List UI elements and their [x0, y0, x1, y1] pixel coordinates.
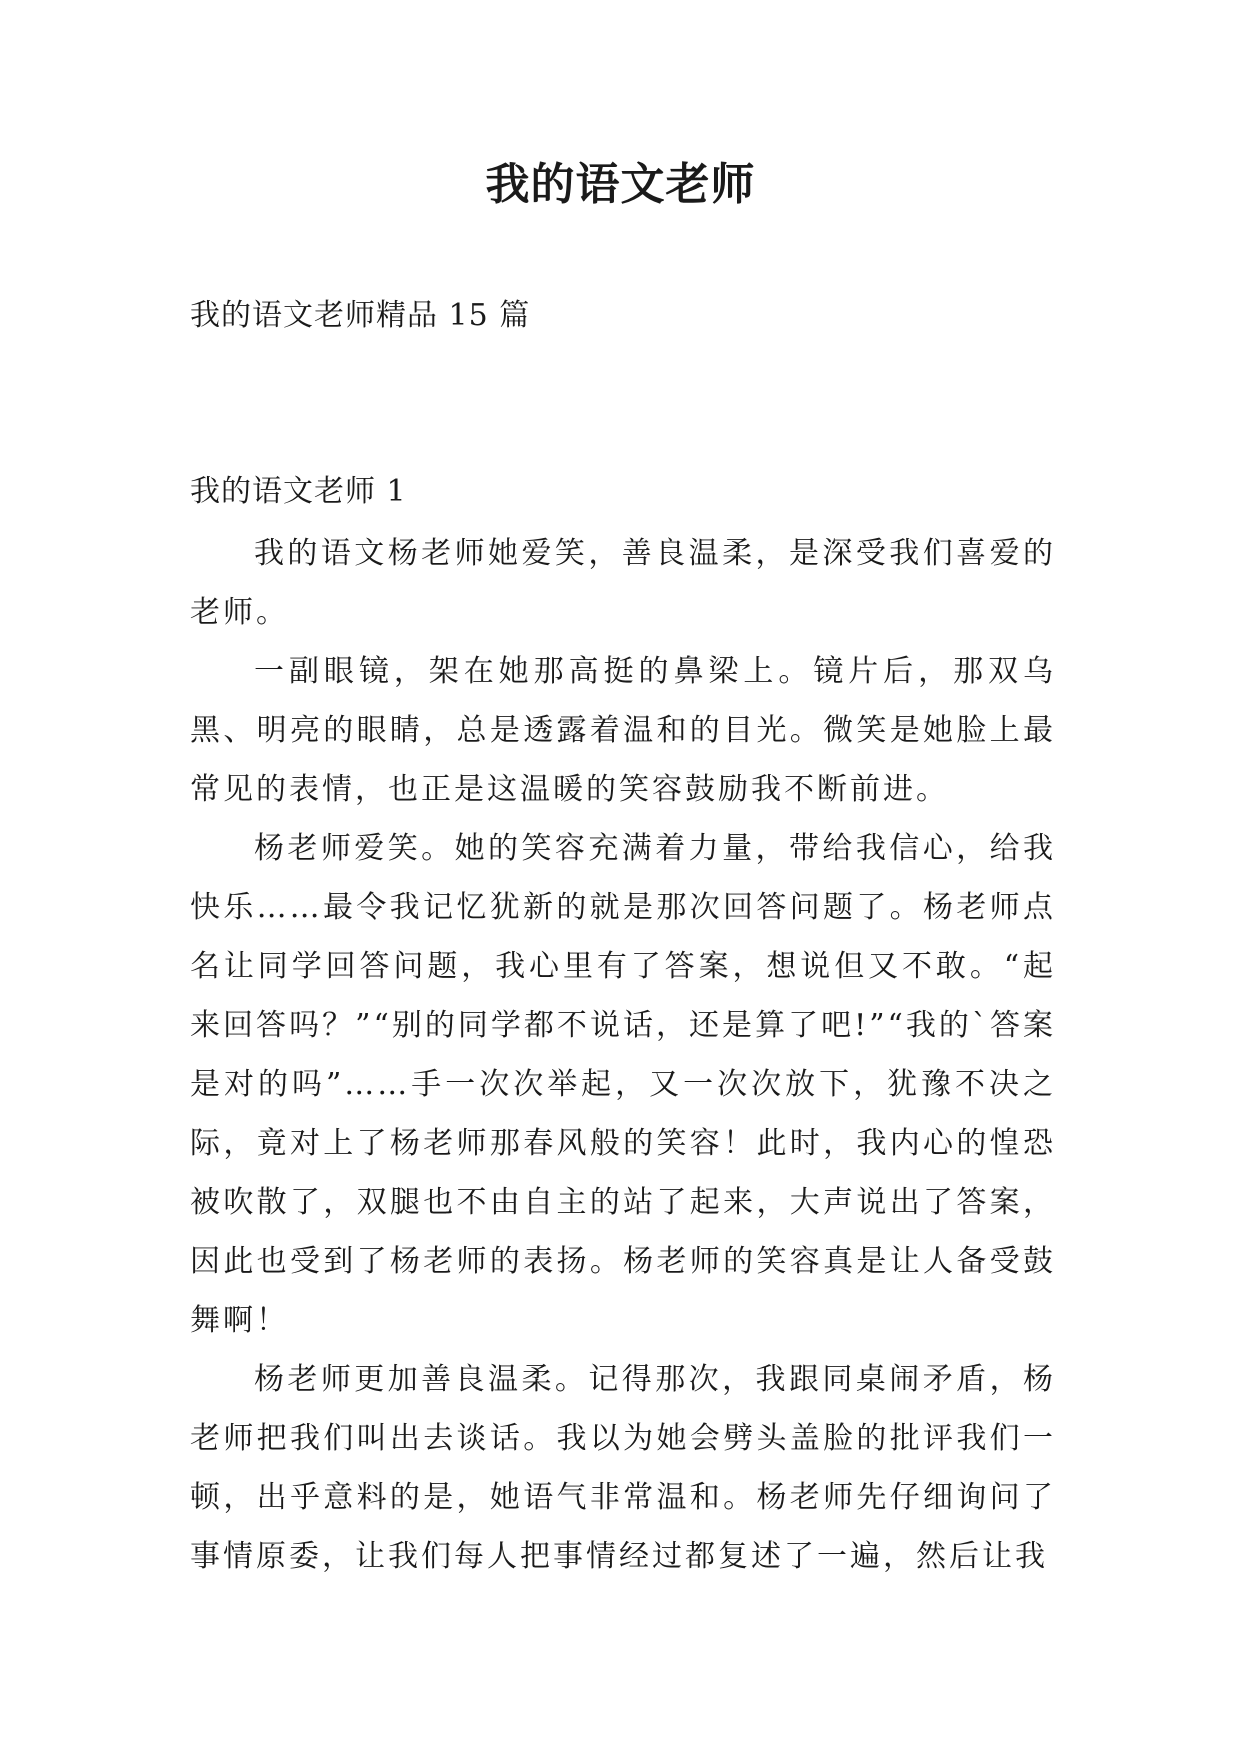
paragraph: 杨老师更加善良温柔。记得那次，我跟同桌闹矛盾，杨老师把我们叫出去谈话。我以为她会劈头盖脸的批评我们一顿，出乎意料的是，她语气非常温和。杨老师先仔细询问了事情原委，让我们每人把事情经过都复述了一遍，然后让我: [190, 1362, 1056, 1574]
paragraph: 一副眼镜，架在她那高挺的鼻梁上。镜片后，那双乌黑、明亮的眼睛，总是透露着温和的目光。微笑是她脸上最常见的表情，也正是这温暖的笑容鼓励我不断前进。: [190, 654, 1056, 807]
paragraph: 我的语文杨老师她爱笑，善良温柔，是深受我们喜爱的老师。: [190, 536, 1056, 630]
document-title: 我的语文老师: [485, 159, 756, 210]
body-text: [190, 524, 1056, 1586]
document-subtitle: 我的语文老师精品 15 篇: [190, 298, 531, 333]
paragraph: 杨老师爱笑。她的笑容充满着力量，带给我信心，给我快乐……最令我记忆犹新的就是那次回答问题了。杨老师点名让同学回答问题，我心里有了答案，想说但又不敢。“起来回答吗？”“别的同学都不说话，还是算了吧!”“我的`答案是对的吗”……手一次次举起，又一次次放下，犹豫不决之际，竟对上了杨老师那春风般的笑容！此时，我内心的惶恐被吹散了，双腿也不由自主的站了起来，大声说出了答案，因此也受到了杨老师的表扬。杨老师的笑容真是让人备受鼓舞啊！: [190, 831, 1056, 1338]
section-heading: 我的语文老师 1: [190, 474, 407, 509]
